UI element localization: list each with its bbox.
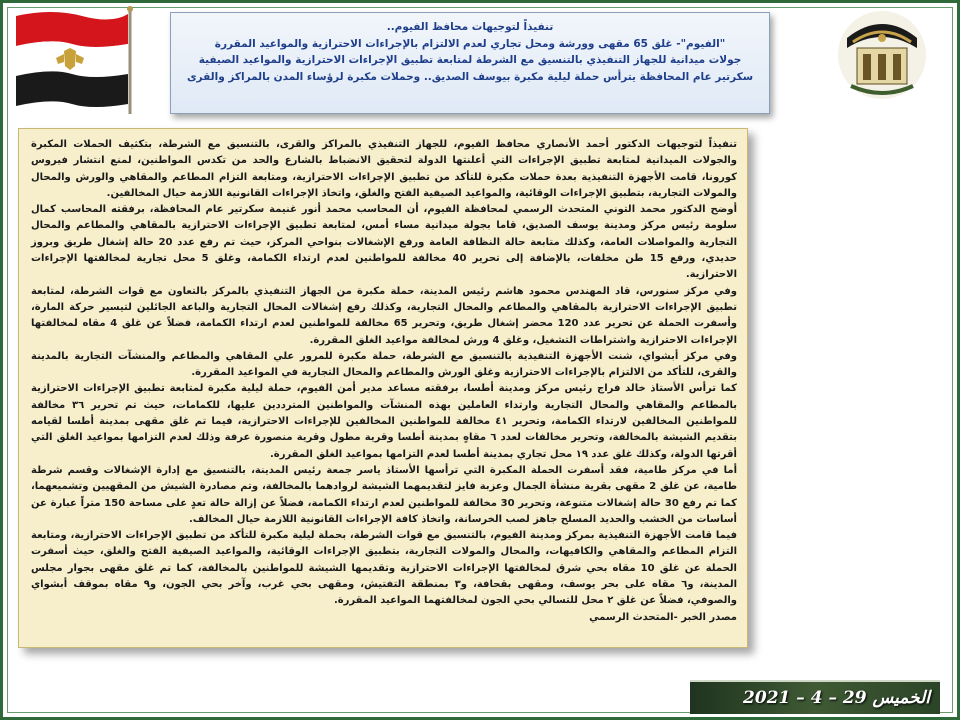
- headline-box: [170, 12, 770, 114]
- publish-date: الخميس 29 – 4 – 2021: [743, 688, 930, 708]
- article-signature: مصدر الخبر -المتحدث الرسمي: [589, 611, 737, 623]
- article-paragraph: فيما قامت الأجهزة التنفيذية بمركز ومدينة الفيوم، بالتنسيق مع قوات الشرطة، بحملة ليلية مكبرة للتأكد من تطبيق الإجراءات الاحترازية، ومتابعة التزام المطاعم والمقاهي والكافيهات، والمحال والمولات التجارية، بتطبيق الإجراءات الوقائية، والمواعيد الصيفية الفتح والغلق، حيث أسفرت الحملة عن غلق 10 مقاه بحي شرق لمخالفتها الإجراءات الاحترازية وتقديمها الشيشة للمواطنين بالمخالفة، كما تم غلق مقهى بجوار مجلس المدينة، و٦ مقاه على بحر يوسف، ومقهى بقحافة، و٣ بمنطقة التفتيش، ومقهى بحي غرب، وآخر بحي الجون، و٩ مقاه بموقف أبشواي والصوفي، فضلاً عن غلق ٢ محل للتسالي بحي الجون لمخالفتهما المواعيد المقررة.: [31, 530, 737, 607]
- headline-line: تنفيذاً لتوجيهات محافظ الفيوم..: [386, 21, 554, 33]
- egypt-flag-icon: [12, 6, 142, 116]
- article-body: [18, 128, 748, 648]
- article-paragraph: وفي مركز سنورس، قاد المهندس محمود هاشم رئيس المدينة، حملة مكبرة من الجهاز التنفيذي بالمركز بالتعاون مع قوات الشرطة، لمتابعة تطبيق الإجراءات الاحترازية بالمقاهي والمطاعم والمحال التجارية، وكذلك رفع إشغالات المحال التجارية والباعة الجائلين لتيسير حركة المارة، وأسفرت الحملة عن تحرير عدد 120 محضر إشغال طريق، وتحرير 65 مخالفة للمواطنين لعدم ارتداء الكمامة، فضلاً عن غلق 4 مقاه لمخالفتها الإجراءات الاحترازية واشتراطات التشغيل، وغلق 4 ورش لمخالفة مواعيد الغلق المقررة.: [31, 285, 737, 346]
- article-paragraph: وفي مركز أبشواي، شنت الأجهزة التنفيذية بالتنسيق مع الشرطة، حملة مكبرة للمرور علي المقاهي والمطاعم والمنشآت التجارية بالمدينة والقرى، للتأكد من الالتزام بالإجراءات الاحترازية وغلق الورش والمطاعم والمحال التجارية في المواعيد المقررة.: [31, 350, 737, 379]
- date-strip: [690, 680, 940, 714]
- headline-line: سكرتير عام المحافظة يترأس حملة ليلية مكبرة بيوسف الصديق.. وحملات مكبرة لرؤساء المدن بالمراكز والقرى: [186, 70, 754, 83]
- article-paragraph: أوضح الدكتور محمد التوني المتحدث الرسمي لمحافظة الفيوم، أن المحاسب محمد أنور غنيمة سكرتير عام المحافظة، برفقته المحاسب كمال سلومة رئيس مركز ومدينة يوسف الصديق، قاما بجولة ميدانية مساء أمس، لمتابعة تطبيق الإجراءات الاحترازية بالمقاهي والمطاعم والمحال التجارية والمواصلات العامة، وكذلك متابعة حالة النظافة العامة ورفع الإشغالات بنواحي المركز، حيث تم رفع عدد 20 حالة إشغال طريق وبروز حديدي، ورفع 15 طن مخلفات، بالإضافة إلى تحرير 40 مخالفة للمواطنين لعدم ارتداء الكمامة، وغلق 5 محل تجارية لمخالفتها الإجراءات الاحترازية.: [31, 204, 738, 281]
- fayoum-governorate-logo: [835, 8, 930, 103]
- article-paragraph: تنفيذاً لتوجيهات الدكتور أحمد الأنصاري محافظ الفيوم، للجهاز التنفيذي بالمراكز والقرى، بالتنسيق مع الشرطة، بتكثيف الحملات المكبرة والجولات الميدانية لمتابعة تطبيق الإجراءات التي أعلنتها الدولة لتحقيق الانضباط بالشارع والحد من تكدس المواطنين، لمنع انتشار فيروس كورونا، قامت الأجهزة التنفيذية بعدة حملات مكبرة للتأكد من تطبيق الإجراءات الاحترازية، ومتابعة التزام المطاعم والمقاهي والورش والمحال والمولات التجارية، بتطبيق الإجراءات الوقائية، والمواعيد الصيفية الفتح والغلق، واتخاذ الإجراءات القانونية اللازمة حيال المخالفين.: [31, 139, 737, 199]
- headline-line: "الفيوم"- غلق 65 مقهى وورشة ومحل تجاري لعدم الالتزام بالإجراءات الاحترازية والمواعيد المقررة: [214, 37, 726, 50]
- article-paragraph: أما في مركز طامية، فقد أسفرت الحملة المكبرة التي ترأسها الأستاذ ياسر جمعة رئيس المدينة، بالتنسيق مع إدارة الإشغالات وقسم شرطة طامية، عن غلق 2 مقهى بقرية منشأة الجمال وعزبة فايز لتقديمهما الشيشة لروادهما بالمخالفة، وتم مصادرة الشيش من المقهيين وتشميعهما، كما تم رفع 30 حالة إشغالات متنوعة، وتحرير 30 مخالفة للمواطنين لعدم ارتداء الكمامة، فضلاً عن إزالة حالة تعدٍ على مساحة 150 متراً عبارة عن أساسات من الخشب والحديد المسلح جاهز لصب الخرسانة، واتخاذ كافة الإجراءات القانونية اللازمة حيال المخالف.: [31, 464, 737, 525]
- article-paragraph: كما ترأس الأستاذ خالد فراج رئيس مركز ومدينة أطسا، برفقته مساعد مدير أمن الفيوم، حملة ليلية مكبرة لمتابعة تطبيق الإجراءات الاحترازية بالمطاعم والمقاهي والمحال التجارية وارتداء العاملين بهذه المنشآت والمواطنين المترددين عليها، للكمامات، حيث تم تحرير ٣٦ مخالفة للمواطنين المخالفين لارتداء الكمامة، وتحرير ٤١ مخالفة للمواطنين المخالفين للإجراءات الاحترازية، فيما تم غلق مقهى بمدينة أطسا لقيامه بتقديم الشيشة بالمخالفة، وتحرير مخالفات لعدد ٦ مقاهٍ بمدينة أطسا وقرية مطول وقرية منصورة عرفة وذلك لعدم التزامها بمواعيد الغلق التي أقرتها الدولة، وكذلك غلق عدد ١٩ محل تجاري بمدينة أطسا لعدم التزامها بمواعيد الغلق المقررة.: [31, 383, 737, 460]
- headline-line: جولات ميدانية للجهاز التنفيذي بالتنسيق مع الشرطة لمتابعة تطبيق الإجراءات الاحترازية والمواعيد الصيفية: [198, 54, 742, 66]
